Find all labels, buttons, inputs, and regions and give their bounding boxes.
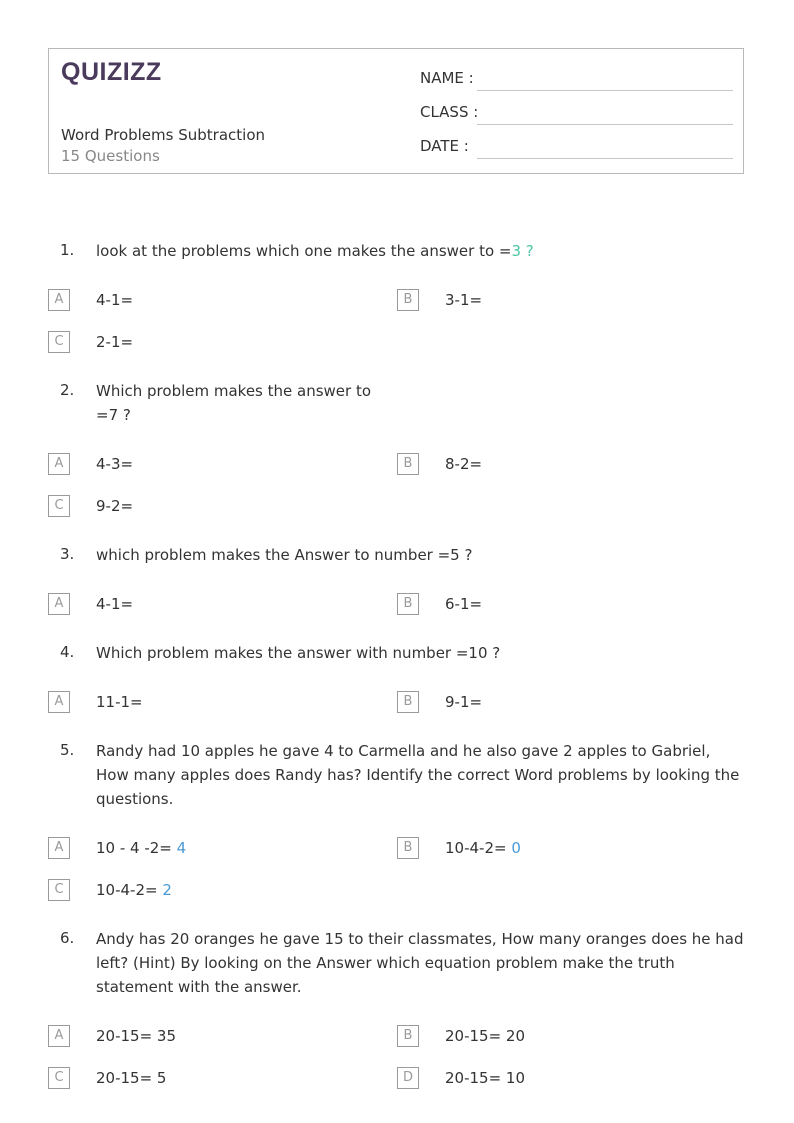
option-letter-box[interactable]: A (48, 289, 70, 311)
question-number: 6. (60, 929, 75, 947)
worksheet-header (48, 48, 744, 174)
option-letter-box[interactable]: B (397, 453, 419, 475)
option-letter-box[interactable]: C (48, 1067, 70, 1089)
class-label: CLASS : (420, 103, 479, 121)
option-letter-box[interactable]: B (397, 289, 419, 311)
option-letter-box[interactable]: B (397, 1025, 419, 1047)
option-answer: 4 (176, 839, 187, 857)
option-text: 2-1= (96, 333, 134, 351)
question-text-main: look at the problems which one makes the answer to = (96, 242, 512, 260)
name-field (420, 67, 733, 91)
option-letter-box[interactable]: A (48, 593, 70, 615)
question-number: 4. (60, 643, 75, 661)
option-letter-box[interactable]: C (48, 879, 70, 901)
question-text: Andy has 20 oranges he gave 15 to their classmates, How many oranges does he had left? (Hint) By looking on the Answer which equation problem make the truth statement with the answer. (96, 930, 744, 996)
question-text: Randy had 10 apples he gave 4 to Carmella and he also gave 2 apples to Gabriel, How many apples does Randy has? Identify the correct Word problems by looking the questions. (96, 742, 740, 808)
question-number: 5. (60, 741, 75, 759)
option-letter-box[interactable]: B (397, 691, 419, 713)
option-text: 6-1= (445, 595, 483, 613)
option-answer: 2 (162, 881, 172, 899)
class-field (420, 101, 733, 125)
option-letter-box[interactable]: B (397, 593, 419, 615)
question-number: 1. (60, 241, 75, 259)
option-text: 20-15= 35 (96, 1027, 177, 1045)
question-text: which problem makes the Answer to number =5 ? (96, 546, 473, 564)
question-text (96, 379, 371, 427)
option-equation: 10-4-2= (445, 839, 512, 857)
option-text: 9-1= (445, 693, 483, 711)
option-text (96, 880, 172, 900)
date-field (420, 135, 733, 159)
option-text: 3-1= (445, 291, 483, 309)
quizizz-logo: QUIZIZZ (61, 58, 162, 86)
option-answer: 0 (511, 839, 521, 857)
question-text-line: Which problem makes the answer to (96, 382, 372, 400)
option-letter-box[interactable]: B (397, 837, 419, 859)
option-letter-box[interactable]: A (48, 1025, 70, 1047)
name-line (477, 90, 733, 91)
option-equation: 10-4-2= (96, 881, 163, 899)
class-line (477, 124, 733, 125)
option-letter-box[interactable]: A (48, 691, 70, 713)
question-text-line: =7 ? (96, 406, 131, 424)
worksheet-title: Word Problems Subtraction (61, 126, 266, 144)
option-text: 11-1= (96, 693, 143, 711)
question-number: 3. (60, 545, 75, 563)
option-text: 4-1= (96, 291, 134, 309)
option-text: 20-15= 10 (445, 1069, 526, 1087)
option-text: 4-3= (96, 455, 134, 473)
option-equation: 10 - 4 -2= (96, 839, 177, 857)
date-label: DATE : (420, 137, 469, 155)
option-letter-box[interactable]: A (48, 837, 70, 859)
option-text: 20-15= 20 (445, 1027, 526, 1045)
option-letter-box[interactable]: D (397, 1067, 419, 1089)
question-text (96, 239, 534, 263)
question-number: 2. (60, 381, 75, 399)
option-letter-box[interactable]: A (48, 453, 70, 475)
name-label: NAME : (420, 69, 474, 87)
option-text (96, 838, 186, 858)
option-text (445, 838, 521, 858)
question-text: Which problem makes the answer with number =10 ? (96, 644, 501, 662)
question-count: 15 Questions (61, 147, 160, 165)
option-letter-box[interactable]: C (48, 331, 70, 353)
option-text: 8-2= (445, 455, 483, 473)
option-letter-box[interactable]: C (48, 495, 70, 517)
option-text: 4-1= (96, 595, 134, 613)
date-line (477, 158, 733, 159)
option-text: 9-2= (96, 497, 134, 515)
option-text: 20-15= 5 (96, 1069, 167, 1087)
question-highlight: 3 ? (511, 242, 534, 260)
